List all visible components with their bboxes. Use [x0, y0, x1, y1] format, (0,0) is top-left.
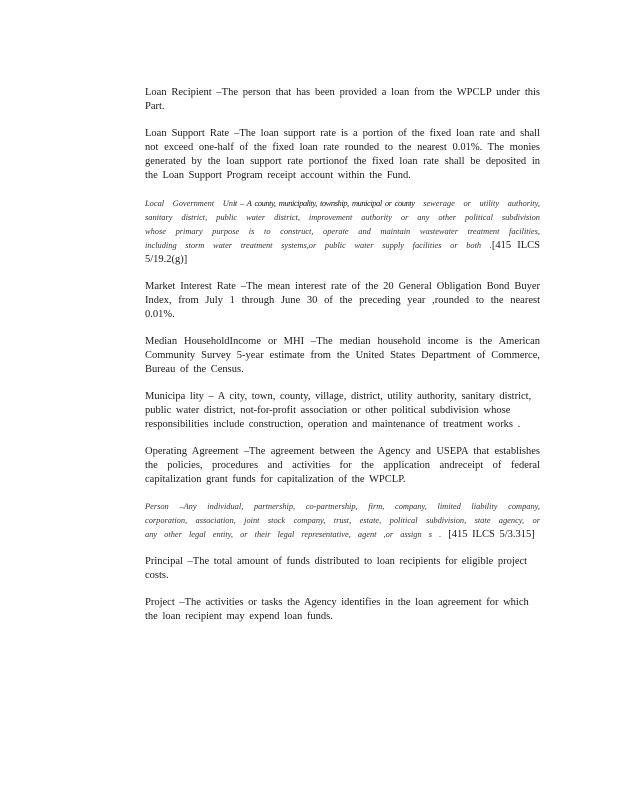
definition-local-government-unit	[145, 196, 540, 267]
definition-median-household-income: Median HouseholdIncome or MHI –The median household income is the American Community Survey 5-year estimate from the United States Department of Commerce, Bureau of the Census.	[145, 336, 540, 375]
definitions-list	[145, 86, 540, 637]
definition-loan-support-rate: Loan Support Rate –The loan support rate is a portion of the fixed loan rate and shall not exceed one-half of the fixed loan rate rounded to the nearest 0.01%. The monies generated by the loan support rate portionof the fixed loan rate shall be deposited in the Loan Support Program receipt account within the Fund.	[145, 128, 540, 181]
definition-municipality: Municipa lity – A city, town, county, village, district, utility authority, sanitary district, public water district, not-for-profit association or other political subdivision whose responsibilities include construction, operation and maintenance of treatment works .	[145, 391, 532, 430]
definition-term: Local Government Un	[145, 199, 233, 208]
definition-person	[145, 500, 540, 542]
definition-text: it – A county, municipality, township, municipal or county	[232, 198, 415, 208]
statute-citation: [415 ILCS 5/3.315]	[448, 529, 535, 540]
definition-market-interest-rate: Market Interest Rate –The mean interest rate of the 20 General Obligation Bond Buyer Index, from July 1 through June 30 of the preceding year ,rounded to the nearest 0.01%.	[145, 281, 540, 320]
definition-principal: Principal –The total amount of funds distributed to loan recipients for eligible project costs.	[145, 556, 528, 581]
definition-project: Project –The activities or tasks the Agency identifies in the loan agreement for which the loan recipient may expend loan funds.	[145, 597, 529, 622]
definition-text: Person –Any individual, partnership, co-partnership, firm, company, limited liability company, corporation, association, joint stock company, trust, estate, political subdivision, state agency, or any other legal entity, or their legal representative, agent ,or assign s .	[145, 502, 540, 539]
statute-citation: [415 ILCS 5/19.2(g)]	[145, 240, 541, 265]
definition-loan-recipient: Loan Recipient –The person that has been provided a loan from the WPCLP under this Part.	[145, 87, 540, 112]
definition-text: sewerage or utility authority, sanitary district, public water district, improvement authority or any other political subdivision whose primary purpose is to construct, operate and maintain wastewater treatment facilities, including storm water treatment systems,or public water supply facilities or both .	[145, 199, 540, 250]
definition-operating-agreement: Operating Agreement –The agreement between the Agency and USEPA that establishes the policies, procedures and activities for the application andreceipt of federal capitalization grant funds for capitalization of the WPCLP.	[145, 446, 540, 485]
